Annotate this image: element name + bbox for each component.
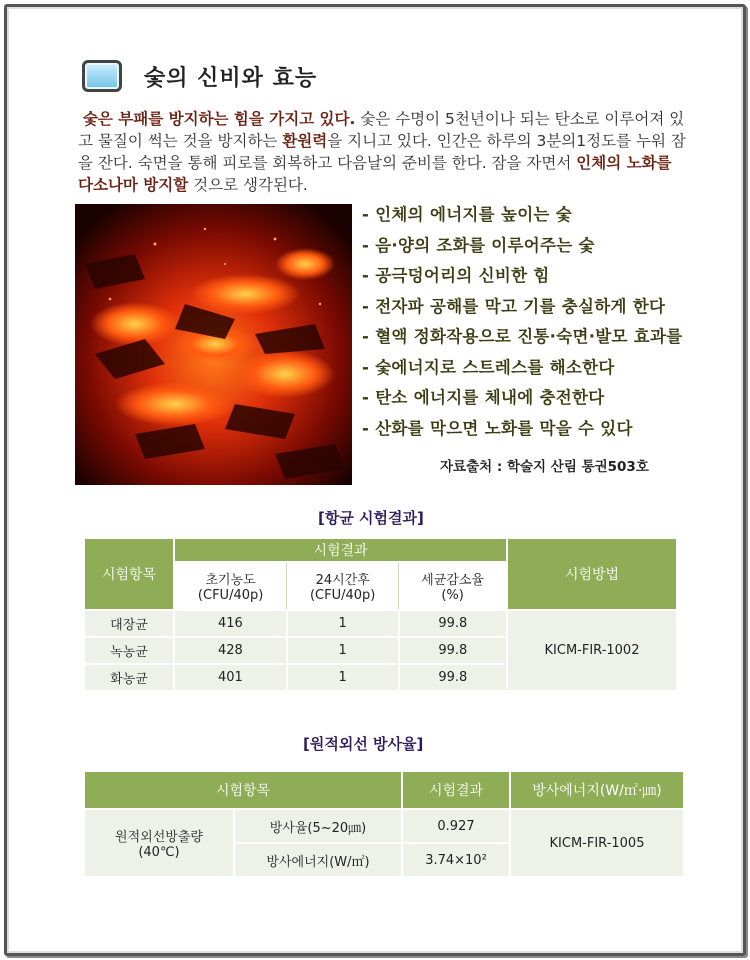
table-cell: 화농균 — [84, 664, 174, 691]
table-cell: 방사에너지(W/㎡) — [234, 843, 402, 877]
table-cell: 0.927 — [402, 809, 510, 843]
table-cell: 1 — [287, 610, 399, 637]
infrared-item-cell: 원적외선방출량 (40℃) — [84, 809, 234, 877]
intro-highlight-1: 숯은 부패를 방지하는 힘을 가지고 있다. — [82, 110, 356, 128]
table-cell: 1 — [287, 664, 399, 691]
infrared-table — [83, 770, 685, 878]
page-title: 숯의 신비와 효능 — [144, 65, 318, 91]
table-cell: 대장균 — [84, 610, 174, 637]
method-cell: KICM-FIR-1005 — [510, 809, 684, 877]
benefit-item: - 전자파 공해를 막고 기를 충실하게 한다 — [362, 296, 666, 316]
table-cell: 3.74×10² — [402, 843, 510, 877]
benefit-item: - 혈액 정화작용으로 진통·숙면·발모 효과를 — [362, 327, 683, 346]
blue-box-icon — [82, 60, 122, 92]
charcoal-fire-image — [75, 204, 352, 485]
table-cell: 416 — [174, 610, 287, 637]
header-reduction-rate: 세균감소율 (%) — [399, 562, 507, 610]
benefit-item: - 음·양의 조화를 이루어주는 숯 — [362, 235, 595, 255]
header-radiant-energy: 방사에너지(W/㎡·㎛) — [510, 771, 684, 809]
benefit-item: - 탄소 에너지를 체내에 충전한다 — [362, 388, 605, 407]
infrared-section-title: [원적외선 방사율] — [303, 735, 424, 753]
antibacterial-table — [83, 537, 678, 692]
table-cell: 99.8 — [399, 637, 507, 664]
table-cell: 428 — [174, 637, 287, 664]
header-test-method: 시험방법 — [507, 538, 677, 610]
table-cell: 1 — [287, 637, 399, 664]
benefits-list — [362, 202, 683, 446]
header-test-result: 시험결과 — [402, 771, 510, 809]
table-cell: 99.8 — [399, 664, 507, 691]
title-row — [82, 60, 317, 92]
intro-text-1: 숯은 수명이 5천년이나 되는 탄소로 이루어져 있고 물질이 썩는 것을 방지하는 — [78, 110, 685, 150]
intro-highlight-3: 인체의 노화를 다소나마 방지할 — [78, 154, 672, 194]
table-cell: 401 — [174, 664, 287, 691]
antibacterial-section-title: [항균 시험결과] — [318, 509, 424, 527]
header-after-24h: 24시간후 (CFU/40p) — [287, 562, 399, 610]
benefit-item: - 산화를 막으면 노화를 막을 수 있다 — [362, 418, 633, 438]
table-cell: 방사율(5~20㎛) — [234, 809, 402, 843]
intro-text-2: 을 지니고 있다. 인간은 하루의 3분의1정도를 누워 잠을 잔다. 숙면을 통해 피로를 회복하고 다음날의 준비를 한다. 잠을 자면서 — [78, 132, 686, 172]
table-cell: 녹농균 — [84, 637, 174, 664]
header-initial-concentration: 초기농도 (CFU/40p) — [174, 562, 287, 610]
intro-highlight-2: 환원력 — [282, 132, 328, 150]
intro-text-3: 것으로 생각된다. — [188, 176, 308, 194]
benefit-item: - 인체의 에너지를 높이는 숯 — [362, 205, 572, 224]
header-test-item: 시험항목 — [84, 538, 174, 610]
intro-paragraph — [78, 108, 688, 196]
benefit-item: - 숯에너지로 스트레스를 해소한다 — [362, 357, 615, 377]
method-cell: KICM-FIR-1002 — [507, 610, 677, 691]
source-citation: 자료출처 : 학술지 산림 통권503호 — [440, 459, 649, 475]
header-test-result: 시험결과 — [174, 538, 507, 562]
table-cell: 99.8 — [399, 610, 507, 637]
header-test-item: 시험항목 — [84, 771, 402, 809]
benefit-item: - 공극덩어리의 신비한 힘 — [362, 266, 550, 285]
